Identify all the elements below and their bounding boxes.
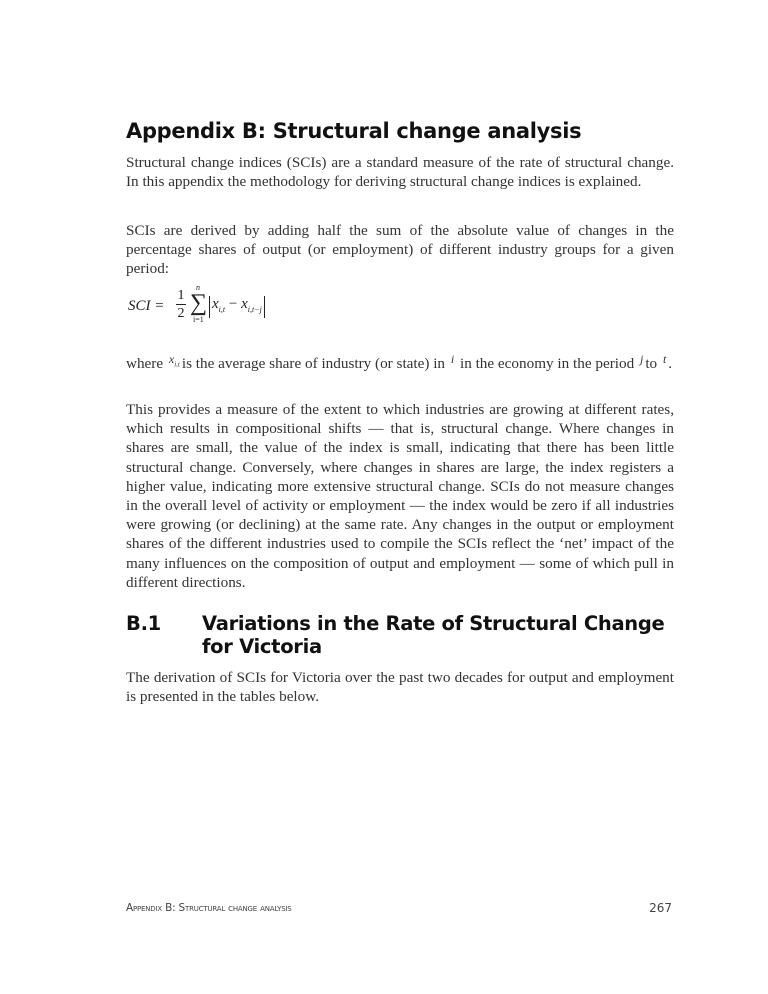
def-text-1: is the average share of industry (or state) in — [181, 355, 446, 372]
summation-icon: ∑ — [190, 290, 208, 316]
term-a: x — [212, 296, 219, 312]
def-end: . — [668, 355, 673, 372]
term-b: x — [241, 296, 248, 312]
page-title: Appendix B: Structural change analysis — [126, 119, 582, 143]
intro-paragraph: Structural change indices (SCIs) are a standard measure of the rate of structural change. In this appendix the methodology for deriving structural change indices is explained. — [126, 154, 674, 191]
fraction-denominator: 2 — [177, 306, 185, 321]
def-variable-sub: i,t — [174, 360, 180, 369]
formula-fraction — [176, 288, 186, 321]
term-b-subscript: i,t−j — [247, 305, 262, 314]
sum-lower-limit: i=1 — [193, 315, 204, 324]
def-where: where — [126, 355, 164, 372]
section-paragraph: The derivation of SCIs for Victoria over the past two decades for output and employment is presented in the tables below. — [126, 669, 674, 706]
section-title: Variations in the Rate of Structural Change for Victoria — [202, 612, 665, 658]
def-to: to — [645, 355, 658, 372]
fraction-numerator: 1 — [177, 288, 185, 303]
term-a-subscript: i,t — [218, 305, 226, 314]
absolute-value-term — [209, 296, 265, 318]
explanation-paragraph: This provides a measure of the extent to which industries are growing at different rates, which results in compositional shifts — that is, structural change. Where changes in shares are small, the value of the index is small, indicating that there has been little structural change. Conversely, where changes in shares are large, the index registers a higher value, indicating more extensive structural change. SCIs do not measure changes in the overall level of activity or employment — the index would be zero if all industries were growing (or declining) at the same rate. Any changes in the output or employment shares of the different industries used to compile the SCIs reflect the ‘net’ impact of the many influences on the composition of output and employment — some of which pull in different directions. — [126, 401, 674, 591]
running-head: Appendix B: Structural change analysis — [126, 902, 292, 914]
sum-upper-limit: n — [196, 283, 200, 292]
def-variable — [167, 352, 182, 369]
fraction-bar — [176, 304, 186, 305]
section-number: B.1 — [126, 612, 161, 635]
def-var-i: i — [450, 352, 455, 366]
def-text-2: in the economy in the period — [459, 355, 635, 372]
derivation-paragraph: SCIs are derived by adding half the sum of the absolute value of changes in the percentage shares of output (or employment) of different industry groups for a given period: — [126, 222, 674, 278]
def-var-j: j — [639, 352, 644, 366]
minus-sign: − — [225, 296, 242, 312]
def-variable-x: x — [168, 352, 175, 366]
formula-lhs: SCI = — [128, 298, 165, 314]
definition-paragraph — [126, 350, 674, 375]
def-var-t: t — [662, 352, 667, 366]
page-number: 267 — [649, 901, 672, 915]
